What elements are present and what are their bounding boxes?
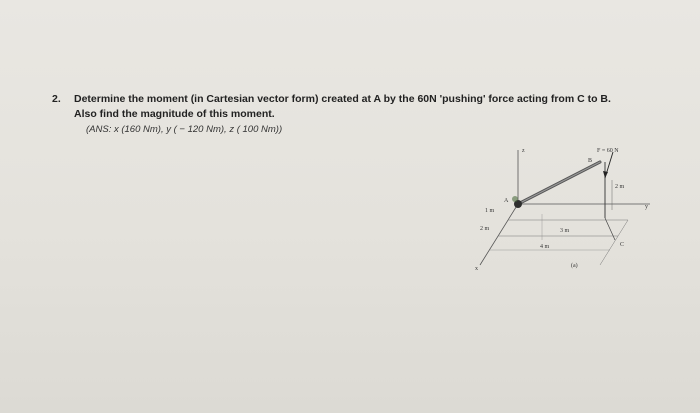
statics-figure (460, 140, 690, 280)
question-number: 2. (52, 93, 61, 105)
point-a-label: A (504, 198, 509, 204)
answer-text: (ANS: x (160 Nm), y ( − 120 Nm), z ( 100 Nm)) (86, 124, 283, 135)
point-b-label: B (588, 158, 593, 164)
line-to-c (605, 218, 615, 240)
axis-y-label: y (645, 204, 648, 210)
joint-a-base (512, 196, 518, 202)
dim-4m-label: 4 m (540, 244, 550, 250)
dim-2m-right-label: 2 m (615, 184, 625, 190)
axis-x-label: x (475, 266, 478, 272)
question-text-line1: Determine the moment (in Cartesian vector form) created at A by the 60N 'pushing' force acting from C to B. (74, 93, 611, 105)
dim-3m-label: 3 m (560, 228, 570, 234)
axis-z-label: z (522, 148, 525, 154)
dim-2m-left-label: 2 m (480, 226, 490, 232)
force-arrowhead (603, 171, 608, 178)
question-text-line2: Also find the magnitude of this moment. (74, 108, 275, 120)
figure-sub-label: (a) (571, 263, 578, 269)
rod-ab-highlight (518, 162, 600, 204)
point-c-label: C (620, 242, 625, 248)
force-label: F = 60 N (597, 148, 619, 154)
dim-1m-label: 1 m (485, 208, 495, 214)
